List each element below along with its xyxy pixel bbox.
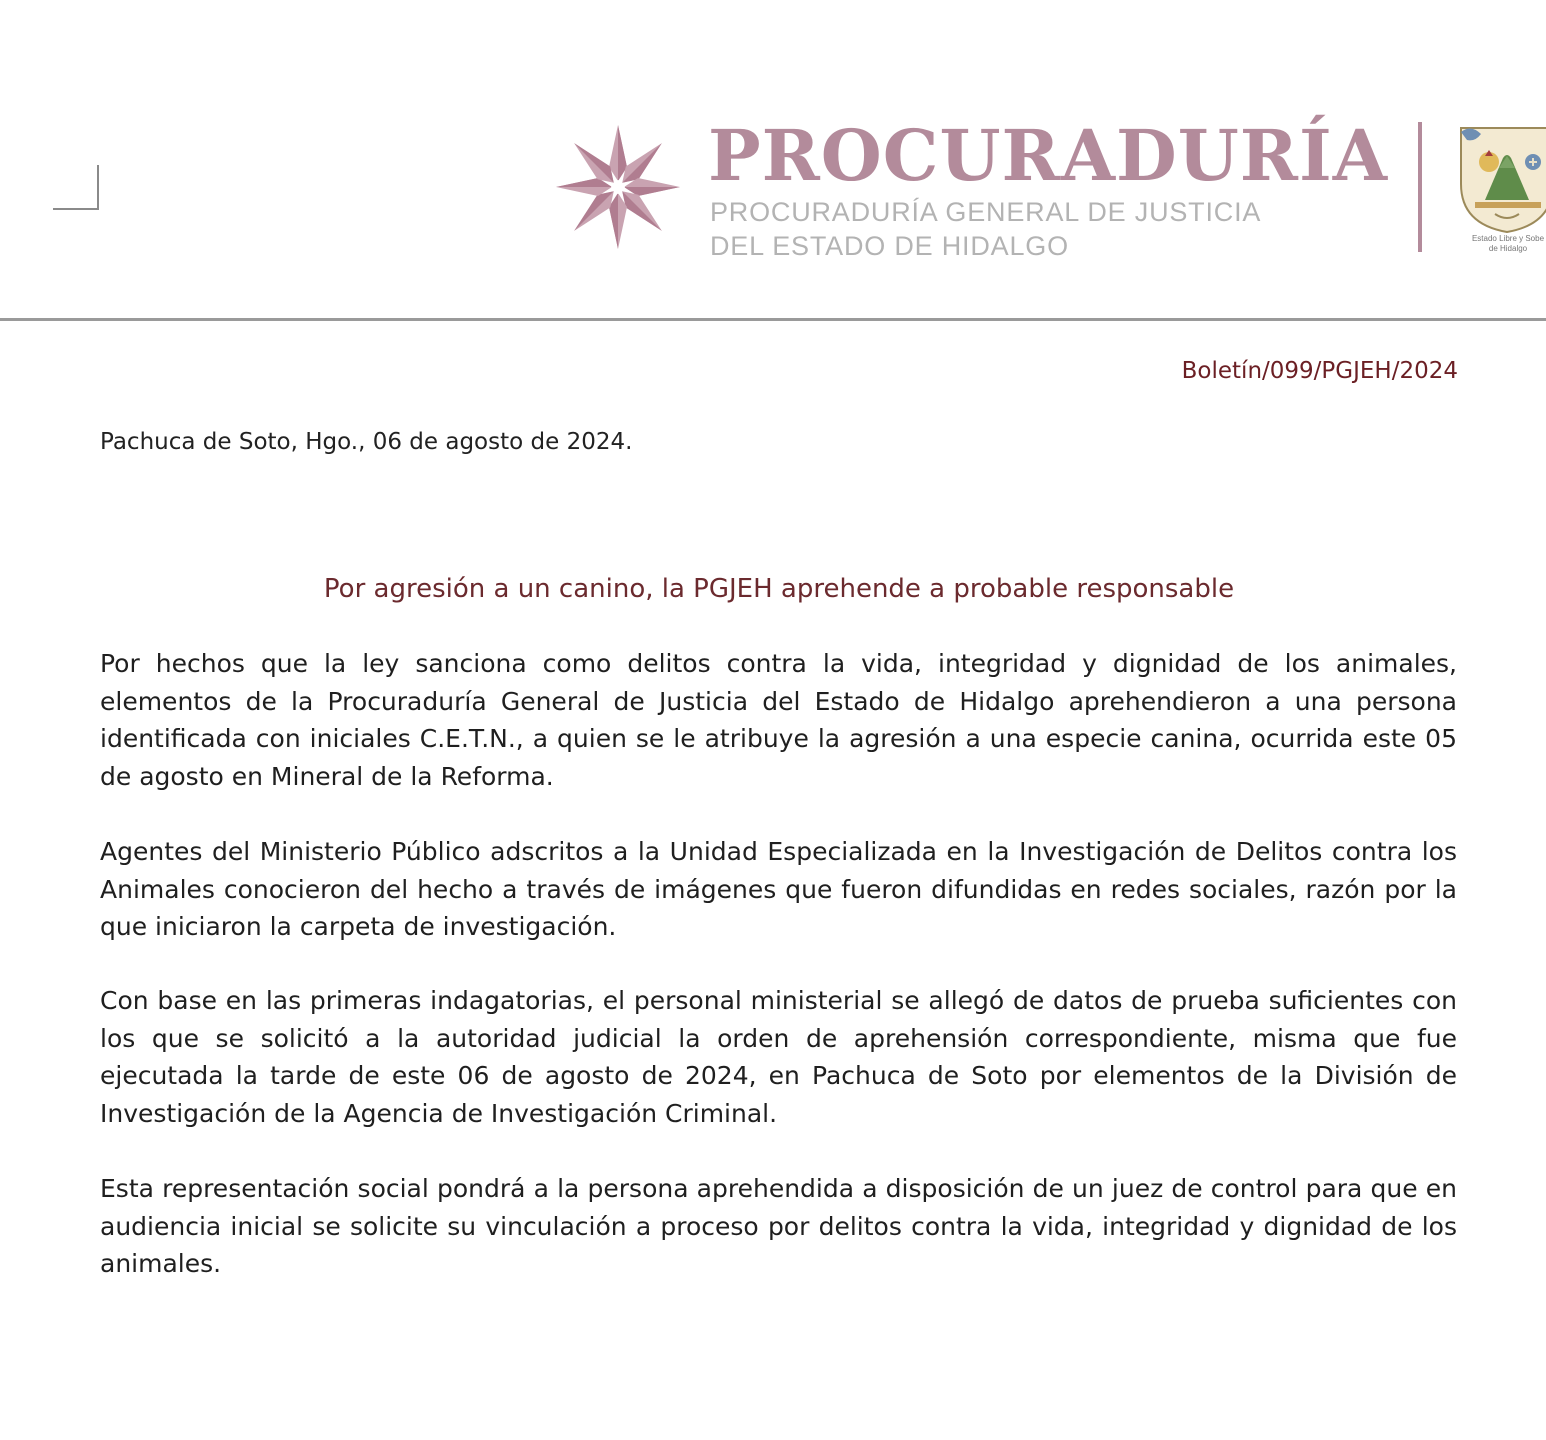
body-paragraph-1: Por hechos que la ley sanciona como delitos contra la vida, integridad y dignidad de los animales, elementos de la Procuraduría General de Justicia del Estado de Hidalgo aprehendieron a una persona identificada con iniciales C.E.T.N., a quien se le atribuye la agresión a una especie canina, ocurrida este 05 de agosto en Mineral de la Reforma.	[100, 649, 1457, 791]
coat-of-arms-icon	[1455, 122, 1546, 234]
press-release-headline: Por agresión a un canino, la PGJEH aprehende a probable responsable	[323, 574, 1235, 604]
logo-title: PROCURADURÍA	[708, 114, 1389, 197]
page-corner-mark	[53, 165, 99, 210]
body-paragraph-4: Esta representación social pondrá a la persona aprehendida a disposición de un juez de control para que en audiencia inicial se solicite su vinculación a proceso por delitos contra la vida, integridad y dignidad de los animales.	[100, 1174, 1457, 1278]
coat-caption-line2: de Hidalgo	[1488, 244, 1528, 253]
bulletin-number: Boletín/099/PGJEH/2024	[1181, 358, 1458, 384]
logo-divider	[1418, 122, 1422, 252]
logo-subtitle-line1: PROCURADURÍA GENERAL DE JUSTICIA	[710, 197, 1262, 227]
body-paragraph-3: Con base en las primeras indagatorias, el personal ministerial se allegó de datos de prueba suficientes con los que se solicitó a la autoridad judicial la orden de aprehensión correspondiente, misma que fue ejecutada la tarde de este 06 de agosto de 2024, en Pachuca de Soto por elementos de la División de Investigación de la Agencia de Investigación Criminal.	[100, 986, 1457, 1128]
place-date: Pachuca de Soto, Hgo., 06 de agosto de 2024.	[100, 429, 633, 455]
coat-caption	[1458, 234, 1546, 254]
header-divider	[0, 318, 1546, 321]
star-emblem-icon	[551, 120, 685, 254]
logo-subtitle-line2: DEL ESTADO DE HIDALGO	[710, 231, 1069, 261]
body-paragraph-2: Agentes del Ministerio Público adscritos a la Unidad Especializada en la Investigación de Delitos contra los Animales conocieron del hecho a través de imágenes que fueron difundidas en redes sociales, razón por la que iniciaron la carpeta de investigación.	[100, 837, 1457, 941]
coat-caption-line1: Estado Libre y Sobe	[1471, 234, 1545, 243]
